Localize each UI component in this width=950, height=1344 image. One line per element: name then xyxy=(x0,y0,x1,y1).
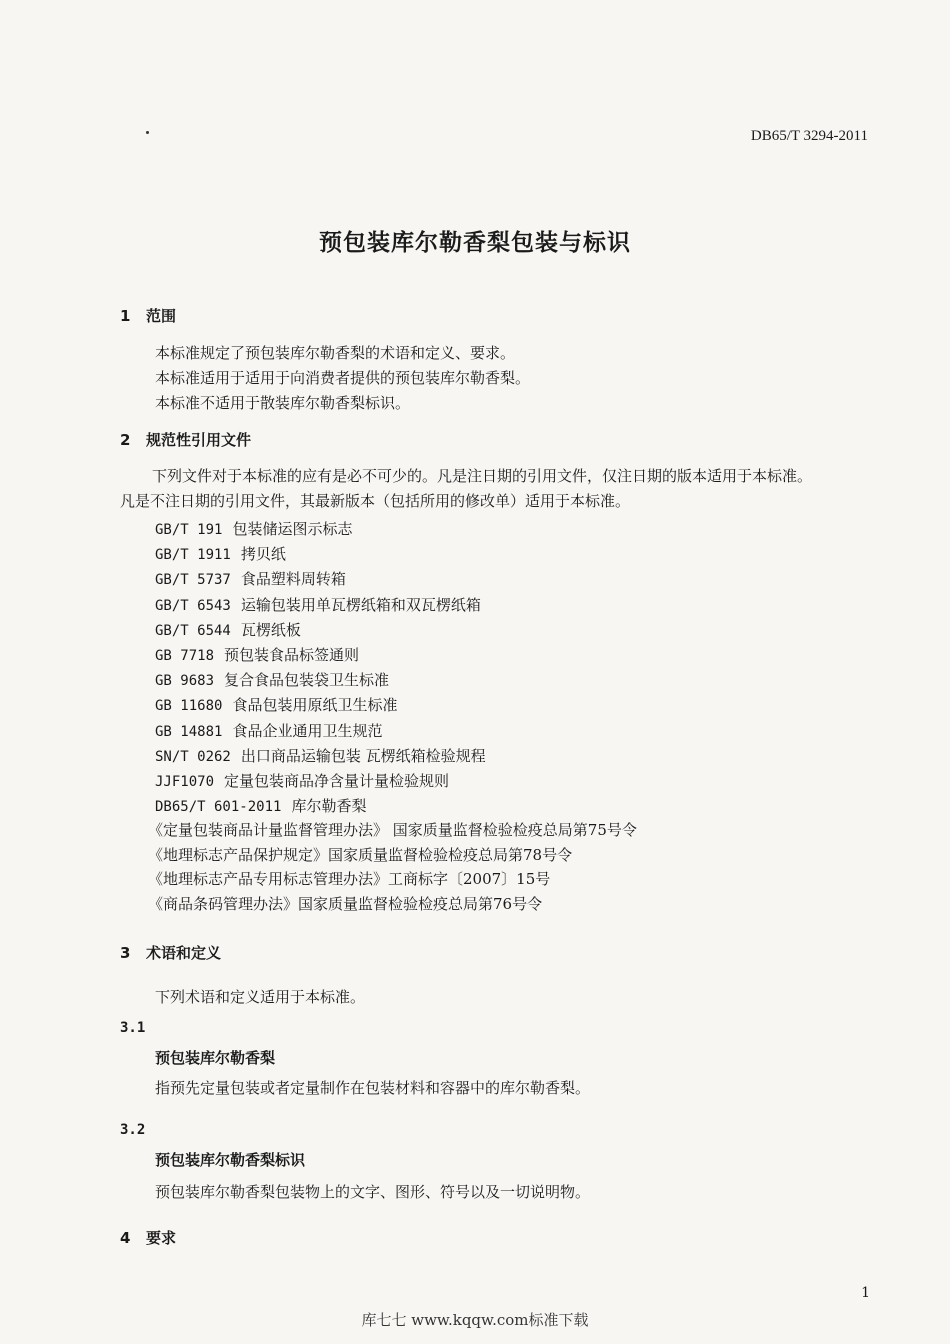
term-definition: 指预先定量包装或者定量制作在包装材料和容器中的库尔勒香梨。 xyxy=(155,1079,591,1097)
clause-number: 3.2 xyxy=(120,1122,146,1138)
reference-item: GB/T 6544 瓦楞纸板 xyxy=(155,620,301,639)
paragraph: 本标准适用于适用于向消费者提供的预包装库尔勒香梨。 xyxy=(155,369,531,387)
regulation-list xyxy=(148,818,637,916)
paragraph: 下列文件对于本标准的应有是必不可少的。凡是注日期的引用文件，仅注日期的版本适用于本标准。 xyxy=(152,467,813,485)
section-1-heading xyxy=(120,305,176,326)
document-number: DB65/T 3294-2011 xyxy=(750,128,868,144)
reference-item: GB/T 5737 食品塑料周转箱 xyxy=(155,570,346,589)
reference-item: GB/T 6543 运输包装用单瓦楞纸箱和双瓦楞纸箱 xyxy=(155,595,481,614)
reference-item: GB 7718 预包装食品标签通则 xyxy=(155,645,360,664)
regulation-item: 《商品条码管理办法》国家质量监督检验检疫总局第76号令 xyxy=(148,894,543,913)
term-name: 预包装库尔勒香梨标识 xyxy=(155,1151,306,1169)
scan-speck xyxy=(146,131,149,134)
reference-item: DB65/T 601-2011 库尔勒香梨 xyxy=(155,797,367,816)
footer-watermark: 库七七 www.kqqw.com标准下载 xyxy=(361,1311,589,1329)
section-number: 2 xyxy=(120,431,131,449)
term-definition: 预包装库尔勒香梨包装物上的文字、图形、符号以及一切说明物。 xyxy=(155,1183,591,1201)
reference-item: GB 14881 食品企业通用卫生规范 xyxy=(155,721,383,740)
reference-item: GB/T 191 包装储运图示标志 xyxy=(155,520,353,538)
page-number: 1 xyxy=(861,1285,870,1301)
reference-item: JJF1070 定量包装商品净含量计量检验规则 xyxy=(155,771,450,790)
page-title: 预包装库尔勒香梨包装与标识 xyxy=(319,230,631,256)
reference-item: SN/T 0262 出口商品运输包装 瓦楞纸箱检验规程 xyxy=(155,746,486,765)
reference-item: GB/T 1911 拷贝纸 xyxy=(155,545,286,564)
reference-item: GB 11680 食品包装用原纸卫生标准 xyxy=(155,696,398,715)
section-4-heading xyxy=(120,1227,176,1248)
section-title: 范围 xyxy=(146,307,177,325)
section-title: 规范性引用文件 xyxy=(146,431,252,449)
term-name: 预包装库尔勒香梨 xyxy=(155,1049,276,1067)
section-2-heading xyxy=(120,429,251,450)
paragraph: 本标准规定了预包装库尔勒香梨的术语和定义、要求。 xyxy=(155,344,516,362)
section-title: 要求 xyxy=(146,1229,177,1247)
section-3-heading xyxy=(120,942,221,963)
reference-list xyxy=(155,516,486,818)
regulation-item: 《地理标志产品专用标志管理办法》工商标字〔2007〕15号 xyxy=(148,870,551,888)
regulation-item: 《定量包装商品计量监督管理办法》 国家质量监督检验检疫总局第75号令 xyxy=(148,821,637,839)
paragraph: 本标准不适用于散装库尔勒香梨标识。 xyxy=(155,394,411,412)
paragraph: 凡是不注日期的引用文件，其最新版本（包括所用的修改单）适用于本标准。 xyxy=(120,492,631,510)
regulation-item: 《地理标志产品保护规定》国家质量监督检验检疫总局第78号令 xyxy=(148,845,573,864)
reference-item: GB 9683 复合食品包装袋卫生标准 xyxy=(155,671,390,690)
section-number: 1 xyxy=(120,307,131,325)
clause-number: 3.1 xyxy=(120,1020,146,1036)
section-title: 术语和定义 xyxy=(146,944,222,962)
section-number: 4 xyxy=(120,1229,131,1247)
paragraph: 下列术语和定义适用于本标准。 xyxy=(155,988,366,1006)
section-number: 3 xyxy=(120,944,131,962)
